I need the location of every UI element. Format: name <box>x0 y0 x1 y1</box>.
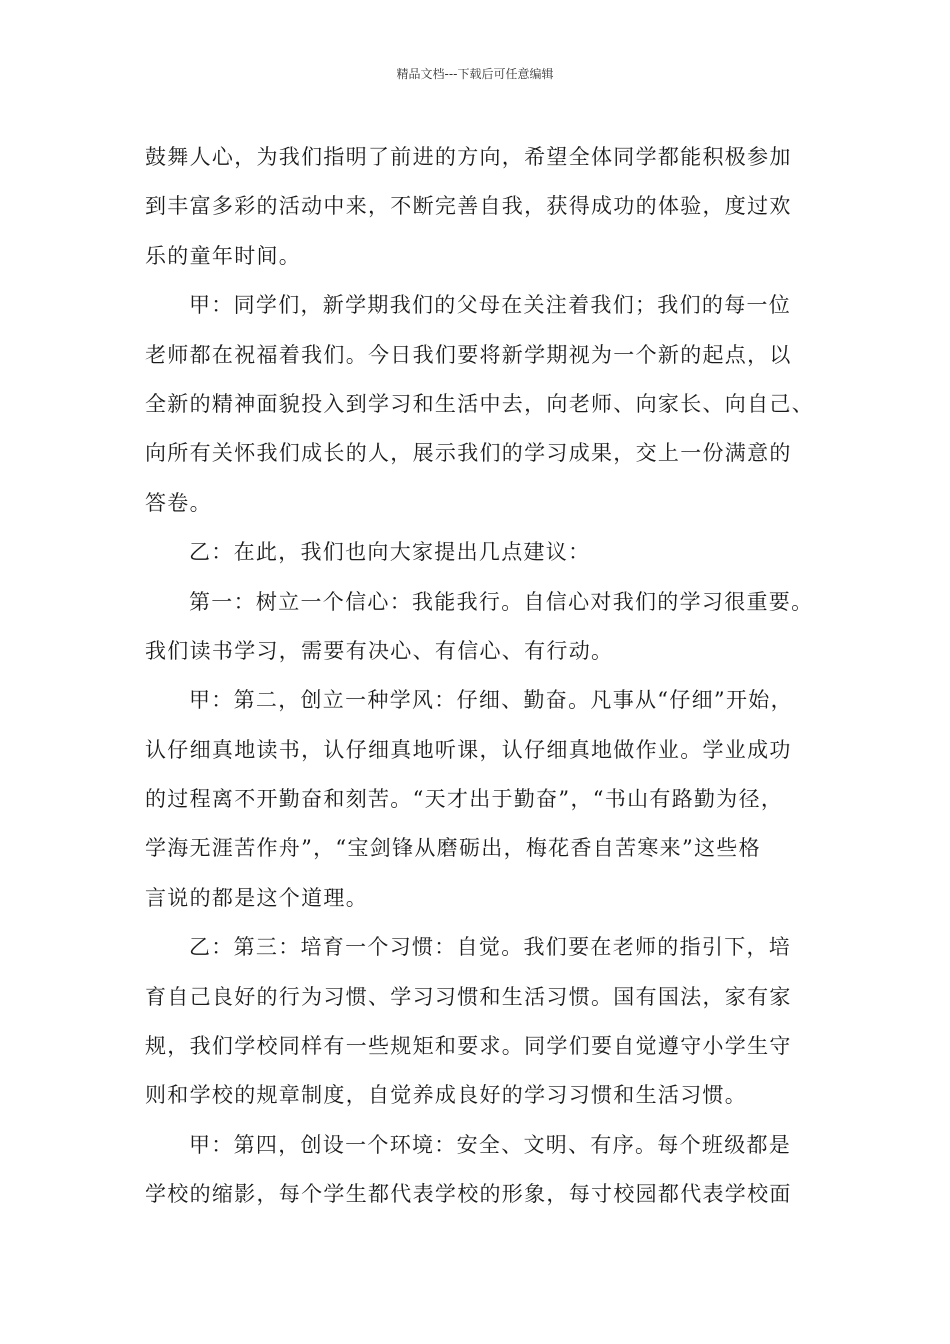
text-line: 我们读书学习，需要有决心、有信心、有行动。 <box>145 638 614 663</box>
document-body <box>145 133 814 1220</box>
text-line: 言说的都是这个道理。 <box>145 885 368 910</box>
text-line: 甲：第二，创立一种学风：仔细、勤奋。凡事从“仔细”开始， <box>189 688 793 713</box>
text-line: 甲：第四，创设一个环境：安全、文明、有序。每个班级都是 <box>189 1132 792 1157</box>
text-line: 全新的精神面貌投入到学习和生活中去，向老师、向家长、向自己、 <box>145 391 814 416</box>
text-line: 规，我们学校同样有一些规矩和要求。同学们要自觉遵守小学生守 <box>145 1034 792 1059</box>
text-line: 鼓舞人心，为我们指明了前进的方向，希望全体同学都能积极参加 <box>145 145 792 169</box>
text-line: 乐的童年时间。 <box>145 243 302 268</box>
text-line: 学校的缩影，每个学生都代表学校的形象，每寸校园都代表学校面 <box>145 1182 792 1207</box>
text-line: 的过程离不开勤奋和刻苦。“天才出于勤奋”，“书山有路勤为径， <box>145 787 784 812</box>
text-line: 到丰富多彩的活动中来，不断完善自我，获得成功的体验，度过欢 <box>145 194 792 219</box>
text-line: 则和学校的规章制度，自觉养成良好的学习习惯和生活习惯。 <box>145 1083 748 1108</box>
text-line: 育自己良好的行为习惯、学习习惯和生活习惯。国有国法，家有家 <box>145 984 792 1009</box>
text-line: 老师都在祝福着我们。今日我们要将新学期视为一个新的起点，以 <box>145 342 792 367</box>
text-line: 答卷。 <box>145 490 212 515</box>
text-line: 认仔细真地读书，认仔细真地听课，认仔细真地做作业。学业成功 <box>145 737 792 762</box>
text-line: 甲：同学们，新学期我们的父母在关注着我们；我们的每一位 <box>189 293 792 318</box>
text-line: 乙：第三：培育一个习惯：自觉。我们要在老师的指引下，培 <box>189 935 792 960</box>
page-header: 精品文档---下载后可任意编辑 <box>396 67 554 81</box>
text-line: 第一：树立一个信心：我能我行。自信心对我们的学习很重要。 <box>189 589 814 614</box>
text-line: 乙：在此，我们也向大家提出几点建议： <box>189 540 591 565</box>
text-line: 学海无涯苦作舟”，“宝剑锋从磨砺出，梅花香自苦寒来”这些格 <box>145 836 761 861</box>
text-line: 向所有关怀我们成长的人，展示我们的学习成果，交上一份满意的 <box>145 441 792 466</box>
